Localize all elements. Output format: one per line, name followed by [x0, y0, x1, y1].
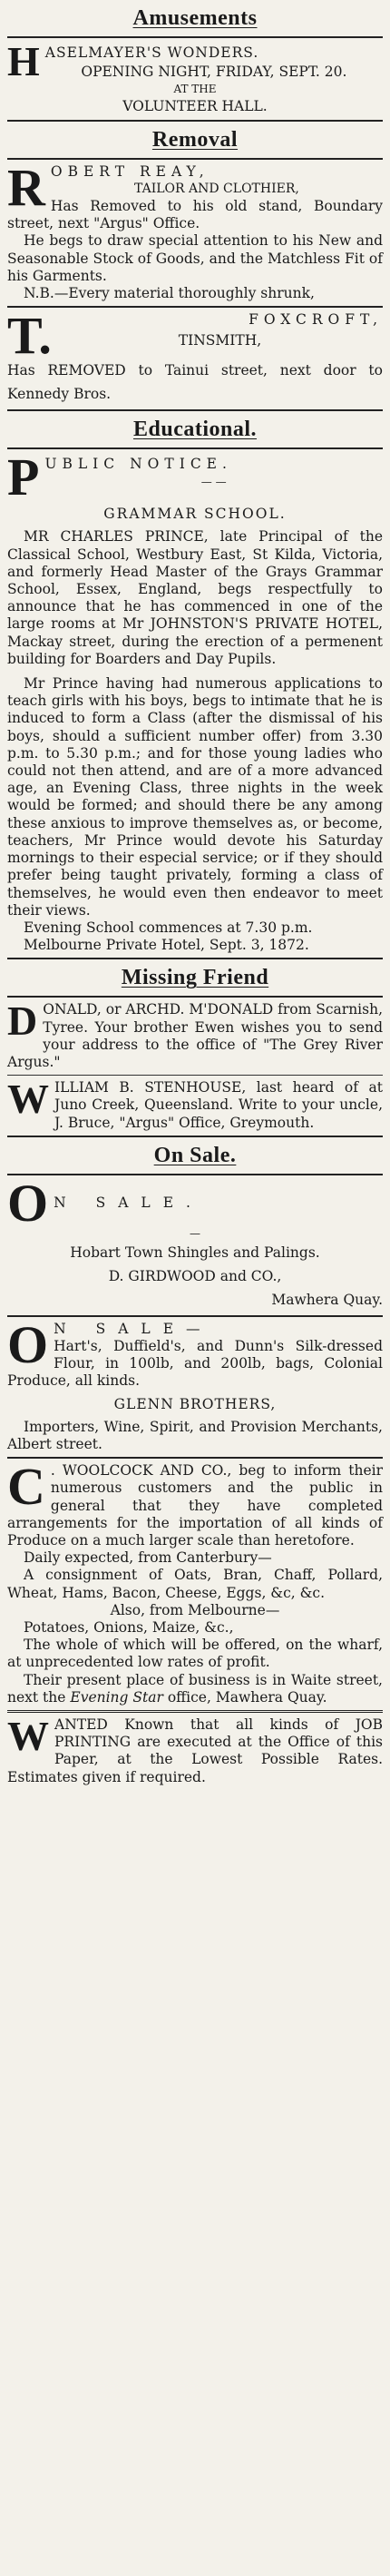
rule — [7, 958, 383, 959]
drop-cap: P — [7, 447, 40, 507]
ad-line: VOLUNTEER HALL. — [122, 98, 268, 115]
drop-cap: D — [7, 998, 38, 1045]
ad-line: TAILOR AND CLOTHIER, — [134, 181, 299, 196]
ad-text: Has Removed to his old stand, Boundary street, next "Argus" Office. — [7, 198, 383, 232]
section-educational: Educational. — [132, 418, 258, 442]
rule — [7, 120, 383, 122]
ad-text-part: Their present place of business is in Waite street, next the — [7, 1671, 383, 1706]
ad-title: UBLIC NOTICE. — [44, 456, 232, 473]
section-on-sale: On Sale. — [153, 1143, 237, 1167]
ad-title: FOXCROFT, — [249, 311, 383, 329]
ad-text: Importers, Wine, Spirit, and Provision Merchants, Albert street. — [7, 1418, 383, 1452]
drop-cap: W — [7, 1713, 49, 1759]
ad-text: ONALD, or ARCHD. M'DONALD from Scarnish, Tyree. Your brother Ewen wishes you to send your address to the office of "The Grey River Argus." — [7, 1001, 383, 1070]
ad-text: Daily expected, from Canterbury— — [24, 1549, 272, 1567]
ad-text: Has REMOVED to Tainui street, next door to Kennedy Bros. — [7, 362, 383, 403]
ad-text: Evening School commences at 7.30 p.m. — [24, 919, 313, 936]
ad-text: Hobart Town Shingles and Palings. — [70, 1244, 320, 1261]
ad-stenhouse — [7, 1076, 383, 1132]
drop-cap: T. — [7, 306, 52, 366]
rule — [7, 1136, 383, 1137]
ad-text: MR CHARLES PRINCE, late Principal of the Classical School, Westbury East, St Kilda, Victoria, and formerly Head Master of the Grays Grammar School, Essex, England, begs respectfully to announce that he has commenced in one of the large rooms at Mr JOHNSTON'S PRIVATE HOTEL, Mackay street, during the erection of a permenent building for Boarders and Day Pupils. — [7, 528, 383, 667]
ad-haselmayer — [7, 38, 383, 116]
ad-glenn — [7, 1314, 383, 1453]
section-missing-friend: Missing Friend — [121, 966, 269, 990]
section-amusements: Amusements — [132, 6, 258, 30]
ad-text: Hart's, Duffield's, and Dunn's Silk-dressed Flour, in 100lb, and 200lb, bags, Colonial Produce, all kinds. — [7, 1337, 383, 1390]
rule — [7, 409, 383, 411]
section-removal: Removal — [151, 127, 239, 152]
ad-reay — [7, 157, 383, 303]
rule — [7, 158, 383, 160]
ad-mcdonald — [7, 998, 383, 1071]
ad-title: ASELMAYER'S WONDERS. — [44, 44, 259, 61]
ad-line: TINSMITH, — [178, 332, 262, 349]
drop-cap: O — [7, 1314, 49, 1374]
ad-text: The whole of which will be offered, on the wharf, at unprecedented low rates of profit. — [7, 1637, 383, 1671]
drop-cap: R — [7, 157, 45, 217]
ad-text: GLENN BROTHERS, — [113, 1395, 277, 1412]
drop-cap: C — [7, 1457, 45, 1517]
drop-cap: O — [7, 1173, 49, 1233]
rule — [7, 1075, 383, 1076]
ad-line: AT THE — [173, 83, 217, 96]
rule — [7, 1710, 383, 1713]
ad-text: D. GIRDWOOD and CO., — [108, 1267, 282, 1284]
rule — [7, 1315, 383, 1317]
newspaper-name: Evening Star — [70, 1688, 163, 1706]
ad-text: Also, from Melbourne— — [110, 1601, 280, 1618]
ad-text: Mawhera Quay. — [271, 1291, 383, 1308]
drop-cap: W — [7, 1076, 49, 1123]
rule — [7, 1457, 383, 1459]
ad-text: N.B.—Every material thoroughly shrunk, — [24, 285, 315, 302]
ad-title: OBERT REAY, — [50, 162, 210, 180]
rule — [7, 36, 383, 38]
divider: — — [190, 1226, 200, 1240]
ad-grammar-school — [7, 447, 383, 954]
ad-text: Melbourne Private Hotel, Sept. 3, 1872. — [24, 937, 309, 954]
ad-subtitle: GRAMMAR SCHOOL. — [103, 506, 287, 523]
ad-foxcroft — [7, 306, 383, 406]
divider: — — — [200, 476, 227, 489]
ad-text — [7, 1672, 383, 1706]
ad-text: ILLIAM B. STENHOUSE, last heard of at Juno Creek, Queensland. Write to your uncle, J. Bruce, "Argus" Office, Greymouth. — [54, 1079, 383, 1131]
ad-text-part: office, Mawhera Quay. — [162, 1688, 327, 1706]
ad-text: Mr Prince having had numerous applications to teach girls with his boys, begs to intimate that he is induced to form a Class (after the dismissal of his boys, should a sufficient number offer) from 3.30 p.m. to 5.30 p.m.; and for those young ladies who could not then attend, and are of a more advanced age, an Evening Class, three nights in the week would be formed; and should there be any among these anxious to improve themselves as, or become, teachers, Mr Prince would devote his Saturday mornings to their especial service; or if they should prefer being taught privately, forming a class of themselves, he would even then endeavor to meet their views. — [7, 675, 383, 919]
ad-girdwood — [7, 1173, 383, 1312]
ad-title: N SALE— — [54, 1320, 213, 1337]
ad-text: He begs to draw special attention to his New and Seasonable Stock of Goods, and the Matchless Fit of his Garments. — [7, 232, 383, 284]
ad-text: A consignment of Oats, Bran, Chaff, Pollard, Wheat, Hams, Bacon, Cheese, Eggs, &c, &c. — [7, 1567, 383, 1601]
ad-job-printing — [7, 1713, 383, 1786]
rule — [7, 306, 383, 308]
rule — [7, 447, 383, 449]
rule — [7, 996, 383, 998]
drop-cap: H — [7, 38, 40, 84]
rule — [7, 1174, 383, 1175]
ad-text: . WOOLCOCK AND CO., beg to inform their numerous customers and the public in general that they have completed arrangements for the importation of all kinds of Produce on a much larger scale than heretofore. — [7, 1462, 383, 1549]
ad-title: N SALE. — [54, 1194, 203, 1211]
ad-text: ANTED Known that all kinds of JOB PRINTING are executed at the Office of this Paper, at the Lowest Possible Rates. Estimates given if required. — [7, 1716, 383, 1785]
ad-woolcock — [7, 1457, 383, 1706]
ad-text: Potatoes, Onions, Maize, &c., — [24, 1618, 234, 1636]
ad-line: OPENING NIGHT, FRIDAY, SEPT. 20. — [81, 64, 347, 80]
